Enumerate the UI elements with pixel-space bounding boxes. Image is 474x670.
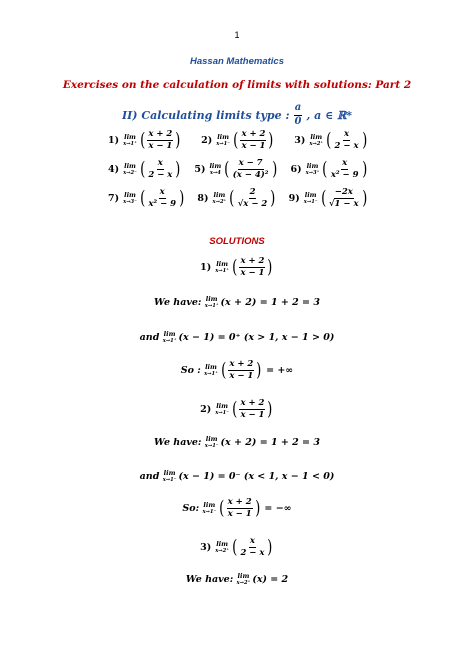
lim-under: x→1⁻ (204, 442, 219, 449)
solution-1-statement: 1) lim x→1⁺ ( $\frac{x + 2}{x - 1}$ ) (200, 255, 273, 278)
fraction-bottom: √x − 2 (237, 198, 268, 209)
page-number: 1 (234, 30, 240, 40)
brand-title: Hassan Mathematics (190, 56, 284, 67)
prefix-text: We have: (185, 573, 234, 585)
lim-under: x→1⁺ (204, 370, 218, 377)
exercise-item: 9) lim x→1⁻ ( $\frac{-2x}{√1 - x}$ ) (288, 186, 367, 209)
lim-under: x→1⁺ (162, 337, 177, 344)
fraction-bottom: x − 1 (148, 140, 173, 151)
exercise-row-2 (108, 159, 368, 180)
result-text: = −∞ (264, 502, 292, 514)
lim-word: lim (203, 501, 216, 510)
prefix-text: We have: (154, 436, 202, 448)
expression-text: (x − 1) = 0⁺ (x > 1, x − 1 > 0) (178, 331, 335, 343)
fraction-bottom: x − 1 (241, 140, 266, 151)
solution-2-and (0, 470, 474, 483)
fraction-top: x + 2 (240, 398, 265, 408)
lim-word: lim (124, 191, 136, 200)
exercise-row-3 (108, 188, 368, 209)
fraction-top: a (294, 103, 302, 116)
solution-number: 3) (200, 541, 212, 553)
exercise-item: 7) lim x→3⁻ ( $\frac{x}{\text{x² − 9}}$ ) (108, 186, 185, 209)
lim-word: lim (304, 191, 317, 200)
lim-under: x→1⁻ (303, 198, 318, 205)
exercise-number: 8) (197, 192, 209, 204)
prefix-text: and (139, 470, 160, 482)
fraction-top: x + 2 (240, 256, 265, 266)
exercise-number: 9) (288, 192, 300, 204)
lim-word: lim (163, 469, 176, 477)
fraction-bottom: 2 − x (148, 169, 173, 180)
lim-word: lim (310, 133, 323, 142)
fraction-top: 2 (249, 187, 256, 197)
lim-under: x→1⁻ (202, 508, 217, 515)
fraction-bottom: 2 − x (240, 547, 265, 558)
fraction-bottom: x − 1 (229, 370, 254, 381)
prefix-text: and (139, 331, 160, 343)
expression-text: (x + 2) = 1 + 2 = 3 (220, 436, 320, 448)
lim-word: lim (205, 435, 218, 443)
lim-word: lim (205, 363, 217, 372)
lim-under: x→4 (209, 169, 221, 176)
solutions-heading: SOLUTIONS (209, 236, 265, 247)
fraction-bottom: x − 1 (240, 267, 265, 278)
fraction-top: x (344, 129, 350, 139)
expression-text: (x + 2) = 1 + 2 = 3 (220, 296, 320, 308)
section-label: II) Calculating limits type : (122, 108, 290, 122)
lim-under: x→2⁺ (212, 198, 227, 205)
lim-under: x→1⁺ (204, 302, 219, 309)
fraction-bottom: x − 1 (240, 409, 265, 420)
exercise-item: 4) lim x→2⁻ ( $\frac{x}{2 - x}$ ) (108, 157, 181, 180)
lim-under: x→3⁻ (123, 198, 137, 205)
exercise-item: 5) lim x→4 ( $\frac{x - 7}{\text{(x − 4)²}}$ ) (194, 157, 277, 180)
exercise-number: 6) (290, 163, 302, 175)
solution-2-have (0, 436, 474, 449)
solution-2-conclusion: So: lim x→1⁻ ( $\frac{x + 2}{x - 1}$ ) = −∞ (182, 496, 292, 519)
lim-word: lim (306, 162, 319, 171)
solution-3-have (0, 573, 474, 586)
fraction-top: x (249, 536, 255, 546)
fraction-top: x − 7 (238, 158, 263, 168)
exercise-number: 3) (294, 134, 306, 146)
exercise-item: 1) lim x→1⁺ ( $\frac{x + 2}{x - 1}$ ) (108, 128, 181, 151)
solution-2-statement: 2) lim x→1⁻ ( $\frac{x + 2}{x - 1}$ ) (200, 397, 273, 420)
prefix-text: We have: (154, 296, 202, 308)
lim-under: x→2⁻ (123, 169, 137, 176)
fraction-bottom: 0 (294, 115, 302, 127)
result-text: = +∞ (266, 364, 294, 376)
fraction-top: x + 2 (148, 129, 173, 139)
exercise-item: 8) lim x→2⁺ ( $\frac{2}{√x - 2}$ ) (197, 186, 276, 209)
lim-word: lim (216, 540, 229, 549)
fraction-top: x (159, 187, 165, 197)
expression-text: (x − 1) = 0⁻ (x < 1, x − 1 < 0) (178, 470, 335, 482)
fraction-top: x + 2 (241, 129, 266, 139)
exercise-item: 2) lim x→1⁻ ( $\frac{x + 2}{x - 1}$ ) (201, 128, 274, 151)
lim-under: x→2⁺ (236, 579, 251, 586)
fraction-bottom: x² − 9 (330, 169, 359, 180)
expression-text: (x) = 2 (252, 573, 289, 585)
lim-word: lim (163, 330, 176, 338)
lim-under: x→1⁺ (123, 140, 137, 147)
lim-word: lim (237, 572, 250, 580)
section-fraction (294, 103, 303, 127)
prefix-text: So: (182, 502, 200, 514)
exercise-item: 6) lim x→3⁺ ( $\frac{x}{\text{x² − 9}}$ ) (290, 157, 367, 180)
solution-1-conclusion: So : lim x→1⁺ ( $\frac{x + 2}{x - 1}$ ) = +∞ (180, 358, 294, 381)
lim-under: x→1⁺ (215, 267, 230, 274)
exercise-number: 1) (108, 134, 120, 146)
lim-under: x→1⁻ (162, 476, 177, 483)
exercise-row-1 (108, 130, 368, 151)
lim-word: lim (124, 162, 136, 171)
solution-1-have (0, 296, 474, 309)
fraction-top: x + 2 (227, 497, 252, 507)
fraction-bottom: x − 1 (227, 508, 252, 519)
section-heading (0, 103, 474, 127)
exercise-item: 3) lim x→2⁺ ( $\frac{x}{2 - x}$ ) (294, 128, 367, 151)
section-tail: , a ∈ ℝ* (306, 108, 352, 122)
document-title: Exercises on the calculation of limits with solutions: Part 2 (62, 79, 412, 91)
prefix-text: So : (180, 364, 201, 376)
lim-under: x→2⁺ (215, 547, 230, 554)
fraction-top: −2x (334, 187, 353, 197)
lim-word: lim (216, 260, 229, 269)
lim-word: lim (209, 162, 222, 171)
lim-under: x→2⁺ (309, 140, 324, 147)
exercise-number: 7) (108, 192, 120, 204)
exercise-number: 2) (201, 134, 213, 146)
solution-3-statement: 3) lim x→2⁺ ( $\frac{x}{2 - x}$ ) (200, 535, 273, 558)
solution-1-and (0, 331, 474, 344)
lim-under: x→3⁺ (305, 169, 320, 176)
exercise-number: 4) (108, 163, 120, 175)
fraction-bottom: x² − 9 (148, 198, 177, 209)
lim-word: lim (216, 402, 229, 411)
fraction-top: x + 2 (229, 359, 254, 369)
lim-word: lim (205, 295, 218, 303)
lim-word: lim (124, 133, 136, 142)
lim-under: x→1⁻ (215, 409, 230, 416)
exercise-number: 5) (194, 163, 206, 175)
fraction-top: x (157, 158, 163, 168)
lim-word: lim (213, 191, 226, 200)
fraction-bottom: √1 − x (328, 198, 359, 209)
fraction-bottom: (x − 4)² (232, 169, 269, 180)
fraction-bottom: 2 − x (334, 140, 359, 151)
lim-under: x→1⁻ (216, 140, 231, 147)
solution-number: 2) (200, 403, 212, 415)
fraction-top: x (342, 158, 348, 168)
solution-number: 1) (200, 261, 212, 273)
lim-word: lim (217, 133, 230, 142)
